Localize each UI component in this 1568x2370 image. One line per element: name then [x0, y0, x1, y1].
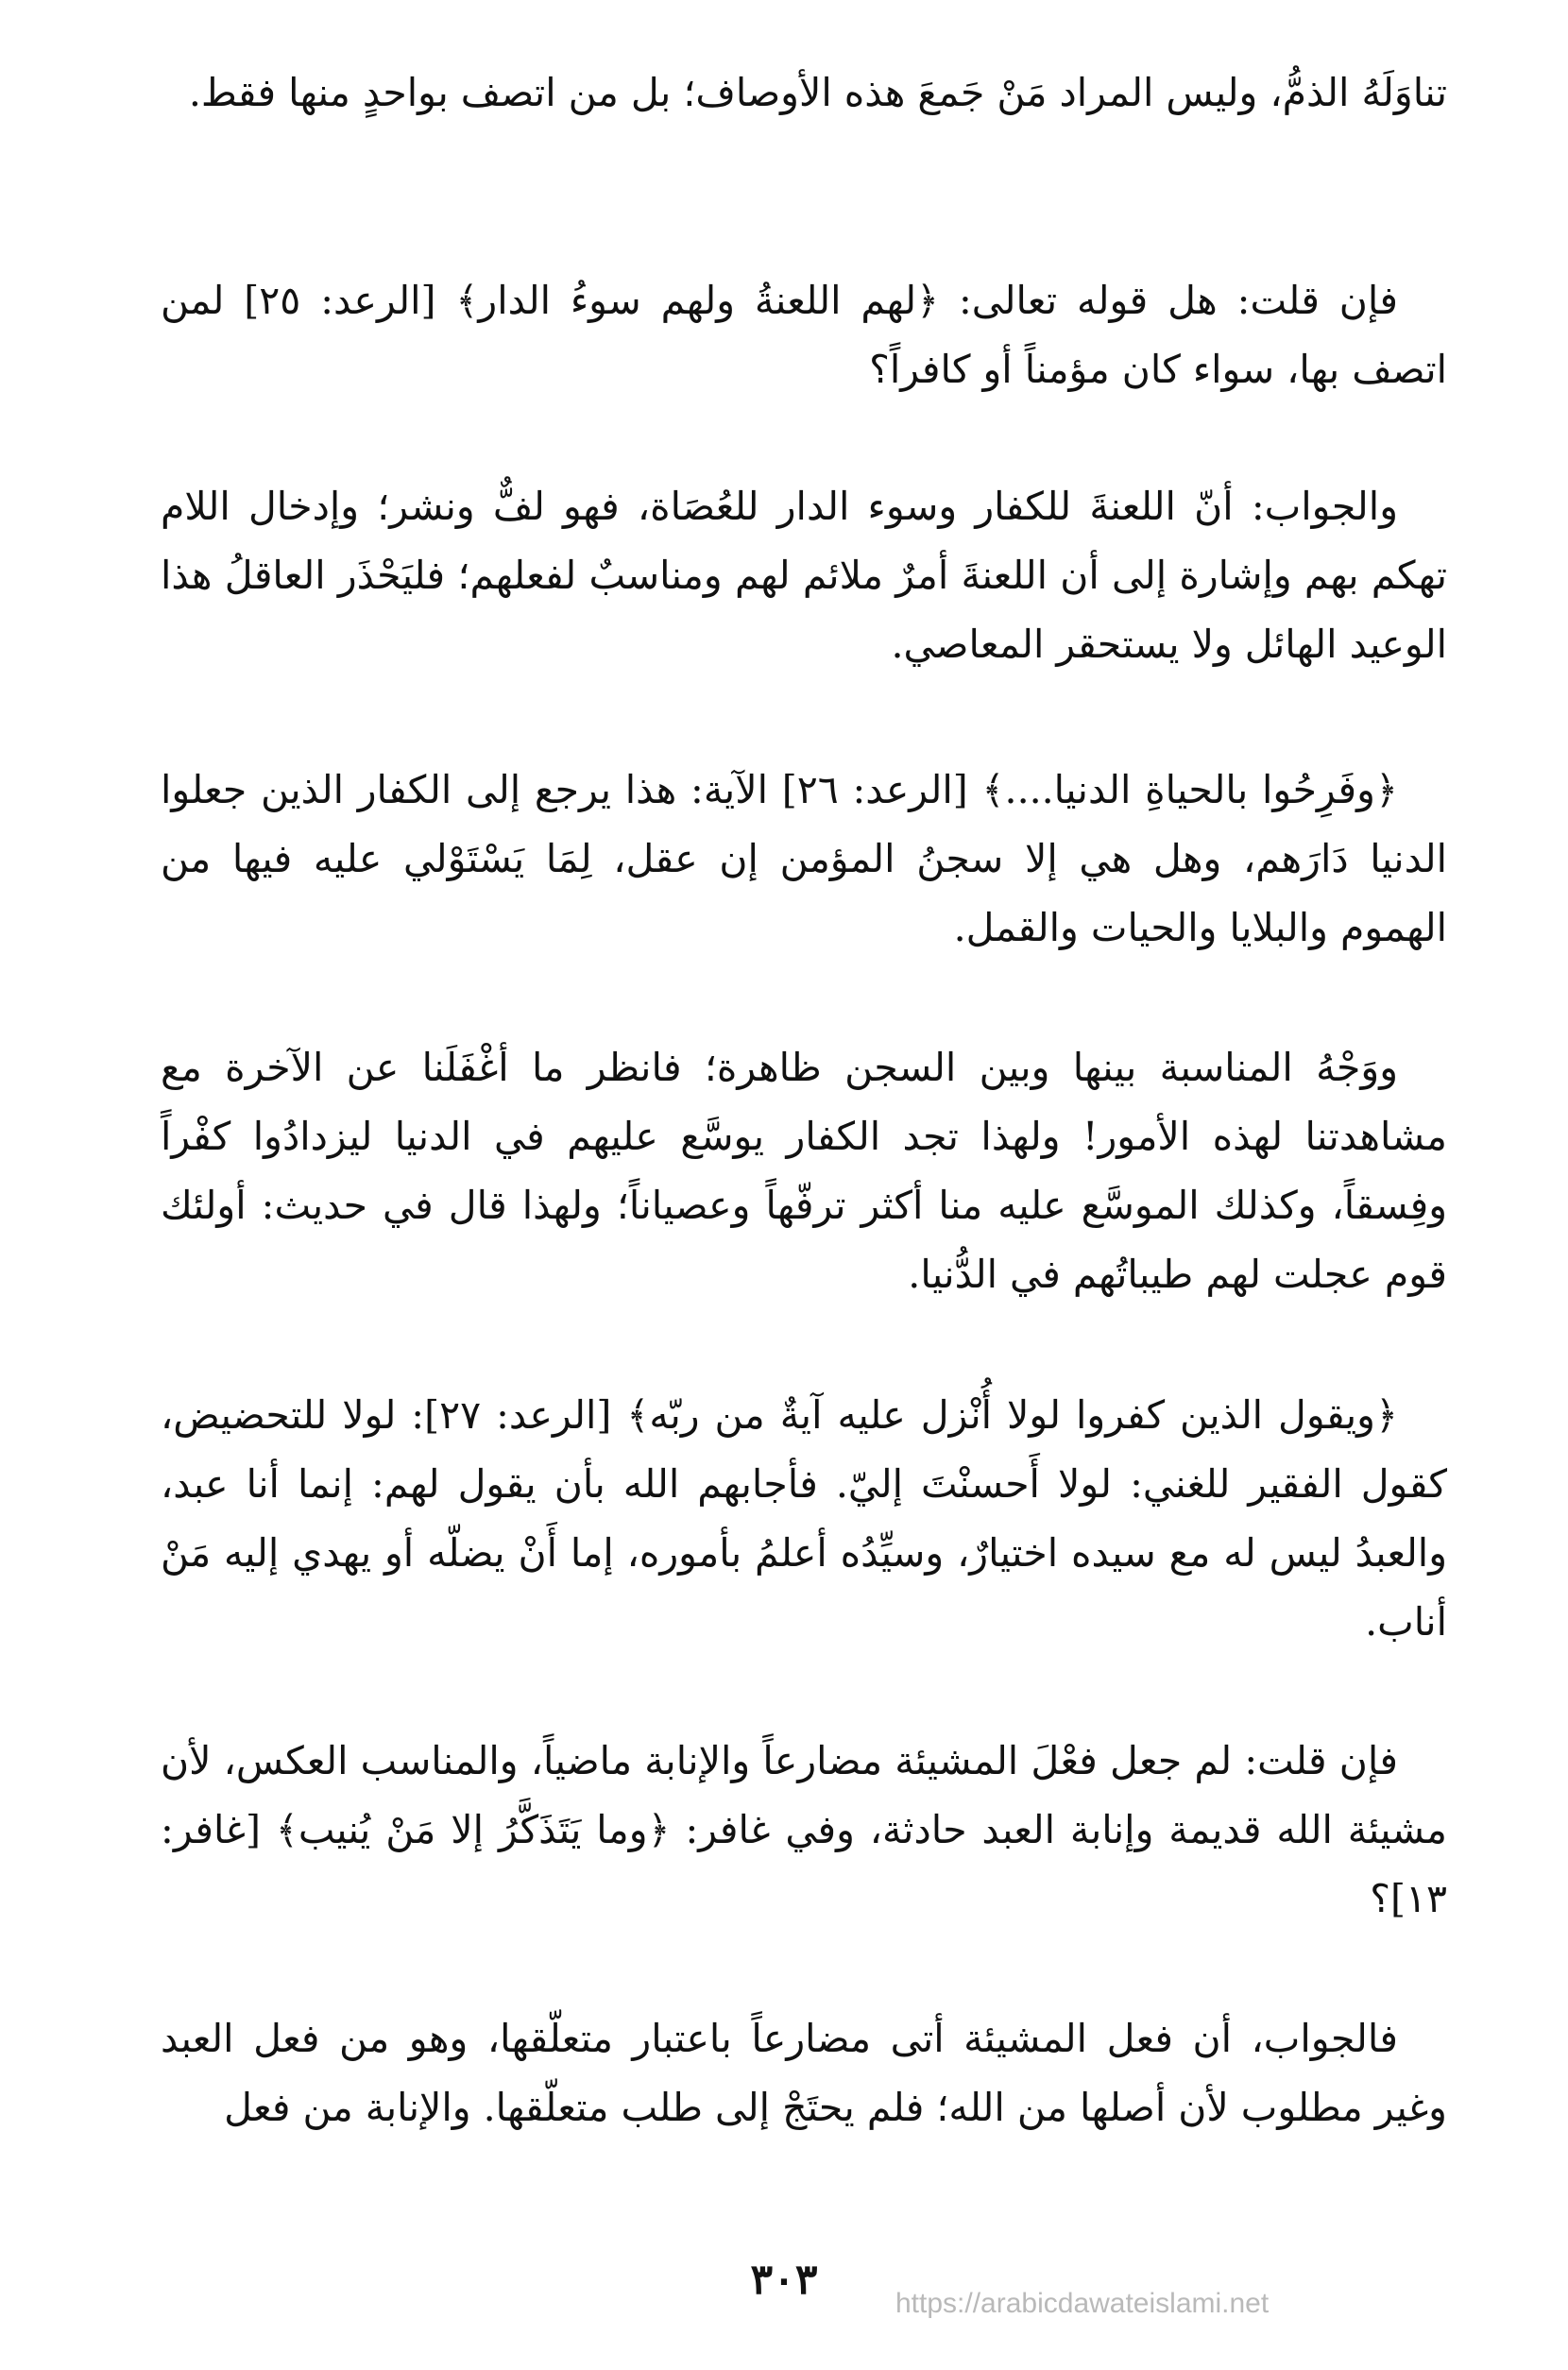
- paragraph-6: ﴿ويقول الذين كفروا لولا أُنْزل عليه آيةٌ من ربّه﴾ [الرعد: ٢٧]: لولا للتحضيض، كقول الفقير للغني: لولا أَحسنْتَ إليّ. فأجابهم الله بأن يقول لهم: إنما أنا عبد، والعبدُ ليس له مع سيده اختيارٌ، وسيِّدُه أعلمُ بأموره، إما أَنْ يضلّه أو يهدي إليه مَنْ أناب.: [161, 1392, 1447, 1645]
- paragraph-8: فالجواب، أن فعل المشيئة أتى مضارعاً باعتبار متعلّقها، وهو من فعل العبد وغير مطلوب لأن أصلها من الله؛ فلم يحتَجْ إلى طلب متعلّقها. والإنابة من فعل: [161, 2016, 1447, 2130]
- paragraph-7: فإن قلت: لم جعل فعْلَ المشيئة مضارعاً والإنابة ماضياً، والمناسب العكس، لأن مشيئة الله قديمة وإنابة العبد حادثة، وفي غافر: ﴿وما يَتَذَكَّرُ إلا مَنْ يُنيب﴾ [غافر: ١٣]؟: [161, 1738, 1447, 1921]
- paragraph-3: والجواب: أنّ اللعنةَ للكفار وسوء الدار للعُصَاة، فهو لفٌّ ونشر؛ وإدخال اللام تهكم بهم وإشارة إلى أن اللعنةَ أمرٌ ملائم لهم ومناسبٌ لفعلهم؛ فليَحْذَر العاقلُ هذا الوعيد الهائل ولا يستحقر المعاصي.: [161, 484, 1447, 667]
- paragraph-4: ﴿وفَرِحُوا بالحياةِ الدنيا....﴾ [الرعد: ٢٦] الآية: هذا يرجع إلى الكفار الذين جعلوا الدنيا دَارَهم، وهل هي إلا سجنُ المؤمن إن عقل، لِمَا يَسْتَوْلي عليه فيها من الهموم والبلايا والحيات والقمل.: [161, 767, 1447, 950]
- paragraph-2: فإن قلت: هل قوله تعالى: ﴿لهم اللعنةُ ولهم سوءُ الدار﴾ [الرعد: ٢٥] لمن اتصف بها، سواء كان مؤمناً أو كافراً؟: [161, 278, 1447, 392]
- watermark-url: https://arabicdawateislami.net: [895, 2288, 1270, 2319]
- paragraph-1: تناوَلَهُ الذمُّ، وليس المراد مَنْ جَمعَ هذه الأوصاف؛ بل من اتصف بواحدٍ منها فقط.: [188, 70, 1447, 115]
- page-number: ٣٠٣: [750, 2256, 818, 2304]
- paragraph-5: ووَجْهُ المناسبة بينها وبين السجن ظاهرة؛ فانظر ما أغْفَلَنا عن الآخرة مع مشاهدتنا لهذه الأمور! ولهذا تجد الكفار يوسَّع عليهم في الدنيا ليزدادُوا كفْراً وفِسقاً، وكذلك الموسَّع عليه منا أكثر ترفّهاً وعصياناً؛ ولهذا قال في حديث: أولئك قوم عجلت لهم طيباتُهم في الدُّنيا.: [161, 1045, 1447, 1297]
